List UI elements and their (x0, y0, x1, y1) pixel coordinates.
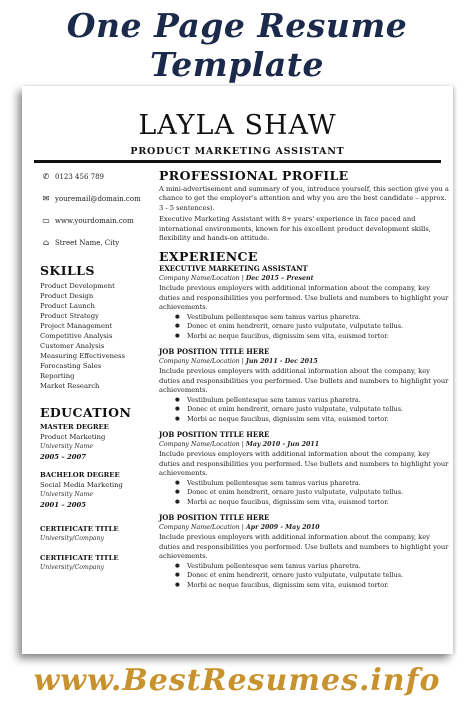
education-heading: EDUCATION (40, 405, 132, 420)
phone-icon: ✆ (42, 172, 50, 181)
degree-subject: Product Marketing (40, 433, 106, 441)
list-item: ● Morbi ac neque faucibus, dignissim sem vita, euismod tortor. (175, 498, 449, 508)
job-title: JOB POSITION TITLE HERE (159, 513, 270, 523)
degree-dates: 2005 – 2007 (40, 453, 86, 461)
certificate-issuer: University/Company (40, 564, 104, 571)
degree-school: University Name (40, 491, 94, 498)
list-item: ● Donec et enim hendrerit, ornare justo vulputate, vulputate tellus. (175, 405, 449, 415)
job-company: Company Name/Location (159, 441, 240, 449)
education-entry (40, 422, 155, 462)
skill-item: Product Strategy (40, 312, 99, 320)
skill-item: Product Design (40, 292, 94, 300)
experience-heading: EXPERIENCE (159, 249, 258, 265)
certificate-title: CERTIFICATE TITLE (40, 554, 119, 562)
skills-list (40, 281, 155, 391)
skill-item: Customer Analysis (40, 342, 105, 350)
phone-text: 0123 456 789 (55, 172, 104, 181)
address-text: Street Name, City (55, 238, 120, 247)
contact-email (40, 194, 155, 203)
list-item: ● Morbi ac neque faucibus, dignissim sem vita, euismod tortor. (175, 581, 449, 591)
job-description: Include previous employers with additional information about the company, key duties and responsibilities you performed. Use bullets and numbers to highlight your achievements. (159, 533, 449, 561)
skill-item: Project Management (40, 322, 113, 330)
job-description: Include previous employers with additional information about the company, key duties and responsibilities you performed. Use bullets and numbers to highlight your achievements. (159, 284, 449, 312)
job-bullets (175, 313, 449, 342)
degree-title: BACHELOR DEGREE (40, 471, 120, 479)
resume-name: LAYLA SHAW (138, 110, 337, 141)
job-dates: Apr 2009 - May 2010 (245, 524, 320, 532)
skill-item: Reporting (40, 372, 75, 380)
resume-page (22, 86, 453, 654)
job-description: Include previous employers with additional information about the company, key duties and responsibilities you performed. Use bullets and numbers to highlight your achievements. (159, 367, 449, 395)
job-company: Company Name/Location (159, 358, 240, 366)
job-title: JOB POSITION TITLE HERE (159, 347, 270, 357)
profile-heading: PROFESSIONAL PROFILE (159, 168, 349, 183)
skill-item: Competitive Analysis (40, 332, 113, 340)
job-dates: May 2010 - Jun 2011 (245, 441, 320, 449)
contact-phone (40, 172, 155, 181)
degree-school: University Name (40, 443, 94, 450)
certificate-entry (40, 553, 155, 573)
job-company: Company Name/Location (159, 524, 240, 532)
job-title: JOB POSITION TITLE HERE (159, 430, 270, 440)
job-company: Company Name/Location (159, 275, 240, 283)
list-item: ● Vestibulum pellentesque sem tamus varius pharetra. (175, 396, 449, 406)
job-bullets (175, 396, 449, 425)
skill-item: Forecasting Sales (40, 362, 102, 370)
skill-item: Product Development (40, 282, 115, 290)
job-dates: Jun 2011 - Dec 2015 (245, 358, 318, 366)
job-dates: Dec 2015 – Present (245, 275, 314, 283)
job-meta: Company Name/Location | Jun 2011 - Dec 2015 (159, 358, 318, 366)
job-entry (159, 264, 449, 341)
list-item: ● Morbi ac neque faucibus, dignissim sem vita, euismod tortor. (175, 332, 449, 342)
skill-item: Market Research (40, 382, 100, 390)
resume-role: PRODUCT MARKETING ASSISTANT (130, 146, 345, 157)
job-entry (159, 513, 449, 590)
profile-detail: Executive Marketing Assistant with 8+ years' experience in face paced and international environments, known for his excellent product development skills, flexibility and hands-on attitude. (159, 215, 431, 243)
certificate-entry (40, 524, 155, 544)
list-item: ● Vestibulum pellentesque sem tamus varius pharetra. (175, 479, 449, 489)
job-bullets (175, 562, 449, 591)
certificate-title: CERTIFICATE TITLE (40, 525, 119, 533)
website-text: www.yourdomain.com (55, 216, 134, 225)
footer-url[interactable]: www.BestResumes.info (33, 663, 441, 698)
job-bullets (175, 479, 449, 508)
banner-title: One Page Resume Template (66, 6, 408, 84)
list-item: ● Morbi ac neque faucibus, dignissim sem vita, euismod tortor. (175, 415, 449, 425)
profile-summary: A mini-advertisement and summary of you, introduce yourself, this section give you a chance to get the employer's attention and why you are the best candidate – approx. 3 - 5 sentences). (159, 185, 449, 212)
job-meta: Company Name/Location | May 2010 - Jun 2011 (159, 441, 320, 449)
list-item: ● Vestibulum pellentesque sem tamus varius pharetra. (175, 562, 449, 572)
email-text: youremail@domain.com (55, 194, 141, 203)
home-icon: ⌂ (42, 238, 50, 247)
job-title: EXECUTIVE MARKETING ASSISTANT (159, 264, 308, 274)
certificate-issuer: University/Company (40, 535, 104, 542)
envelope-icon: ✉ (42, 194, 50, 203)
contact-address (40, 238, 155, 247)
list-item: ● Donec et enim hendrerit, ornare justo vulputate, vulputate tellus. (175, 322, 449, 332)
monitor-icon: ▭ (42, 216, 50, 225)
job-meta: Company Name/Location | Dec 2015 – Present (159, 275, 314, 283)
job-description: Include previous employers with additional information about the company, key duties and responsibilities you performed. Use bullets and numbers to highlight your achievements. (159, 450, 449, 478)
education-entry (40, 470, 155, 510)
degree-subject: Social Media Marketing (40, 481, 123, 489)
contact-website (40, 216, 155, 225)
job-meta: Company Name/Location | Apr 2009 - May 2010 (159, 524, 320, 532)
list-item: ● Donec et enim hendrerit, ornare justo vulputate, vulputate tellus. (175, 571, 449, 581)
job-entry (159, 347, 449, 424)
skill-item: Measuring Effectiveness (40, 352, 125, 360)
job-entry (159, 430, 449, 507)
degree-dates: 2001 – 2005 (40, 501, 86, 509)
header-rule (34, 160, 441, 163)
skill-item: Product Launch (40, 302, 95, 310)
left-column (40, 166, 155, 573)
list-item: ● Donec et enim hendrerit, ornare justo vulputate, vulputate tellus. (175, 488, 449, 498)
list-item: ● Vestibulum pellentesque sem tamus varius pharetra. (175, 313, 449, 323)
degree-title: MASTER DEGREE (40, 423, 109, 431)
skills-heading: SKILLS (40, 263, 95, 278)
right-column (159, 166, 449, 590)
